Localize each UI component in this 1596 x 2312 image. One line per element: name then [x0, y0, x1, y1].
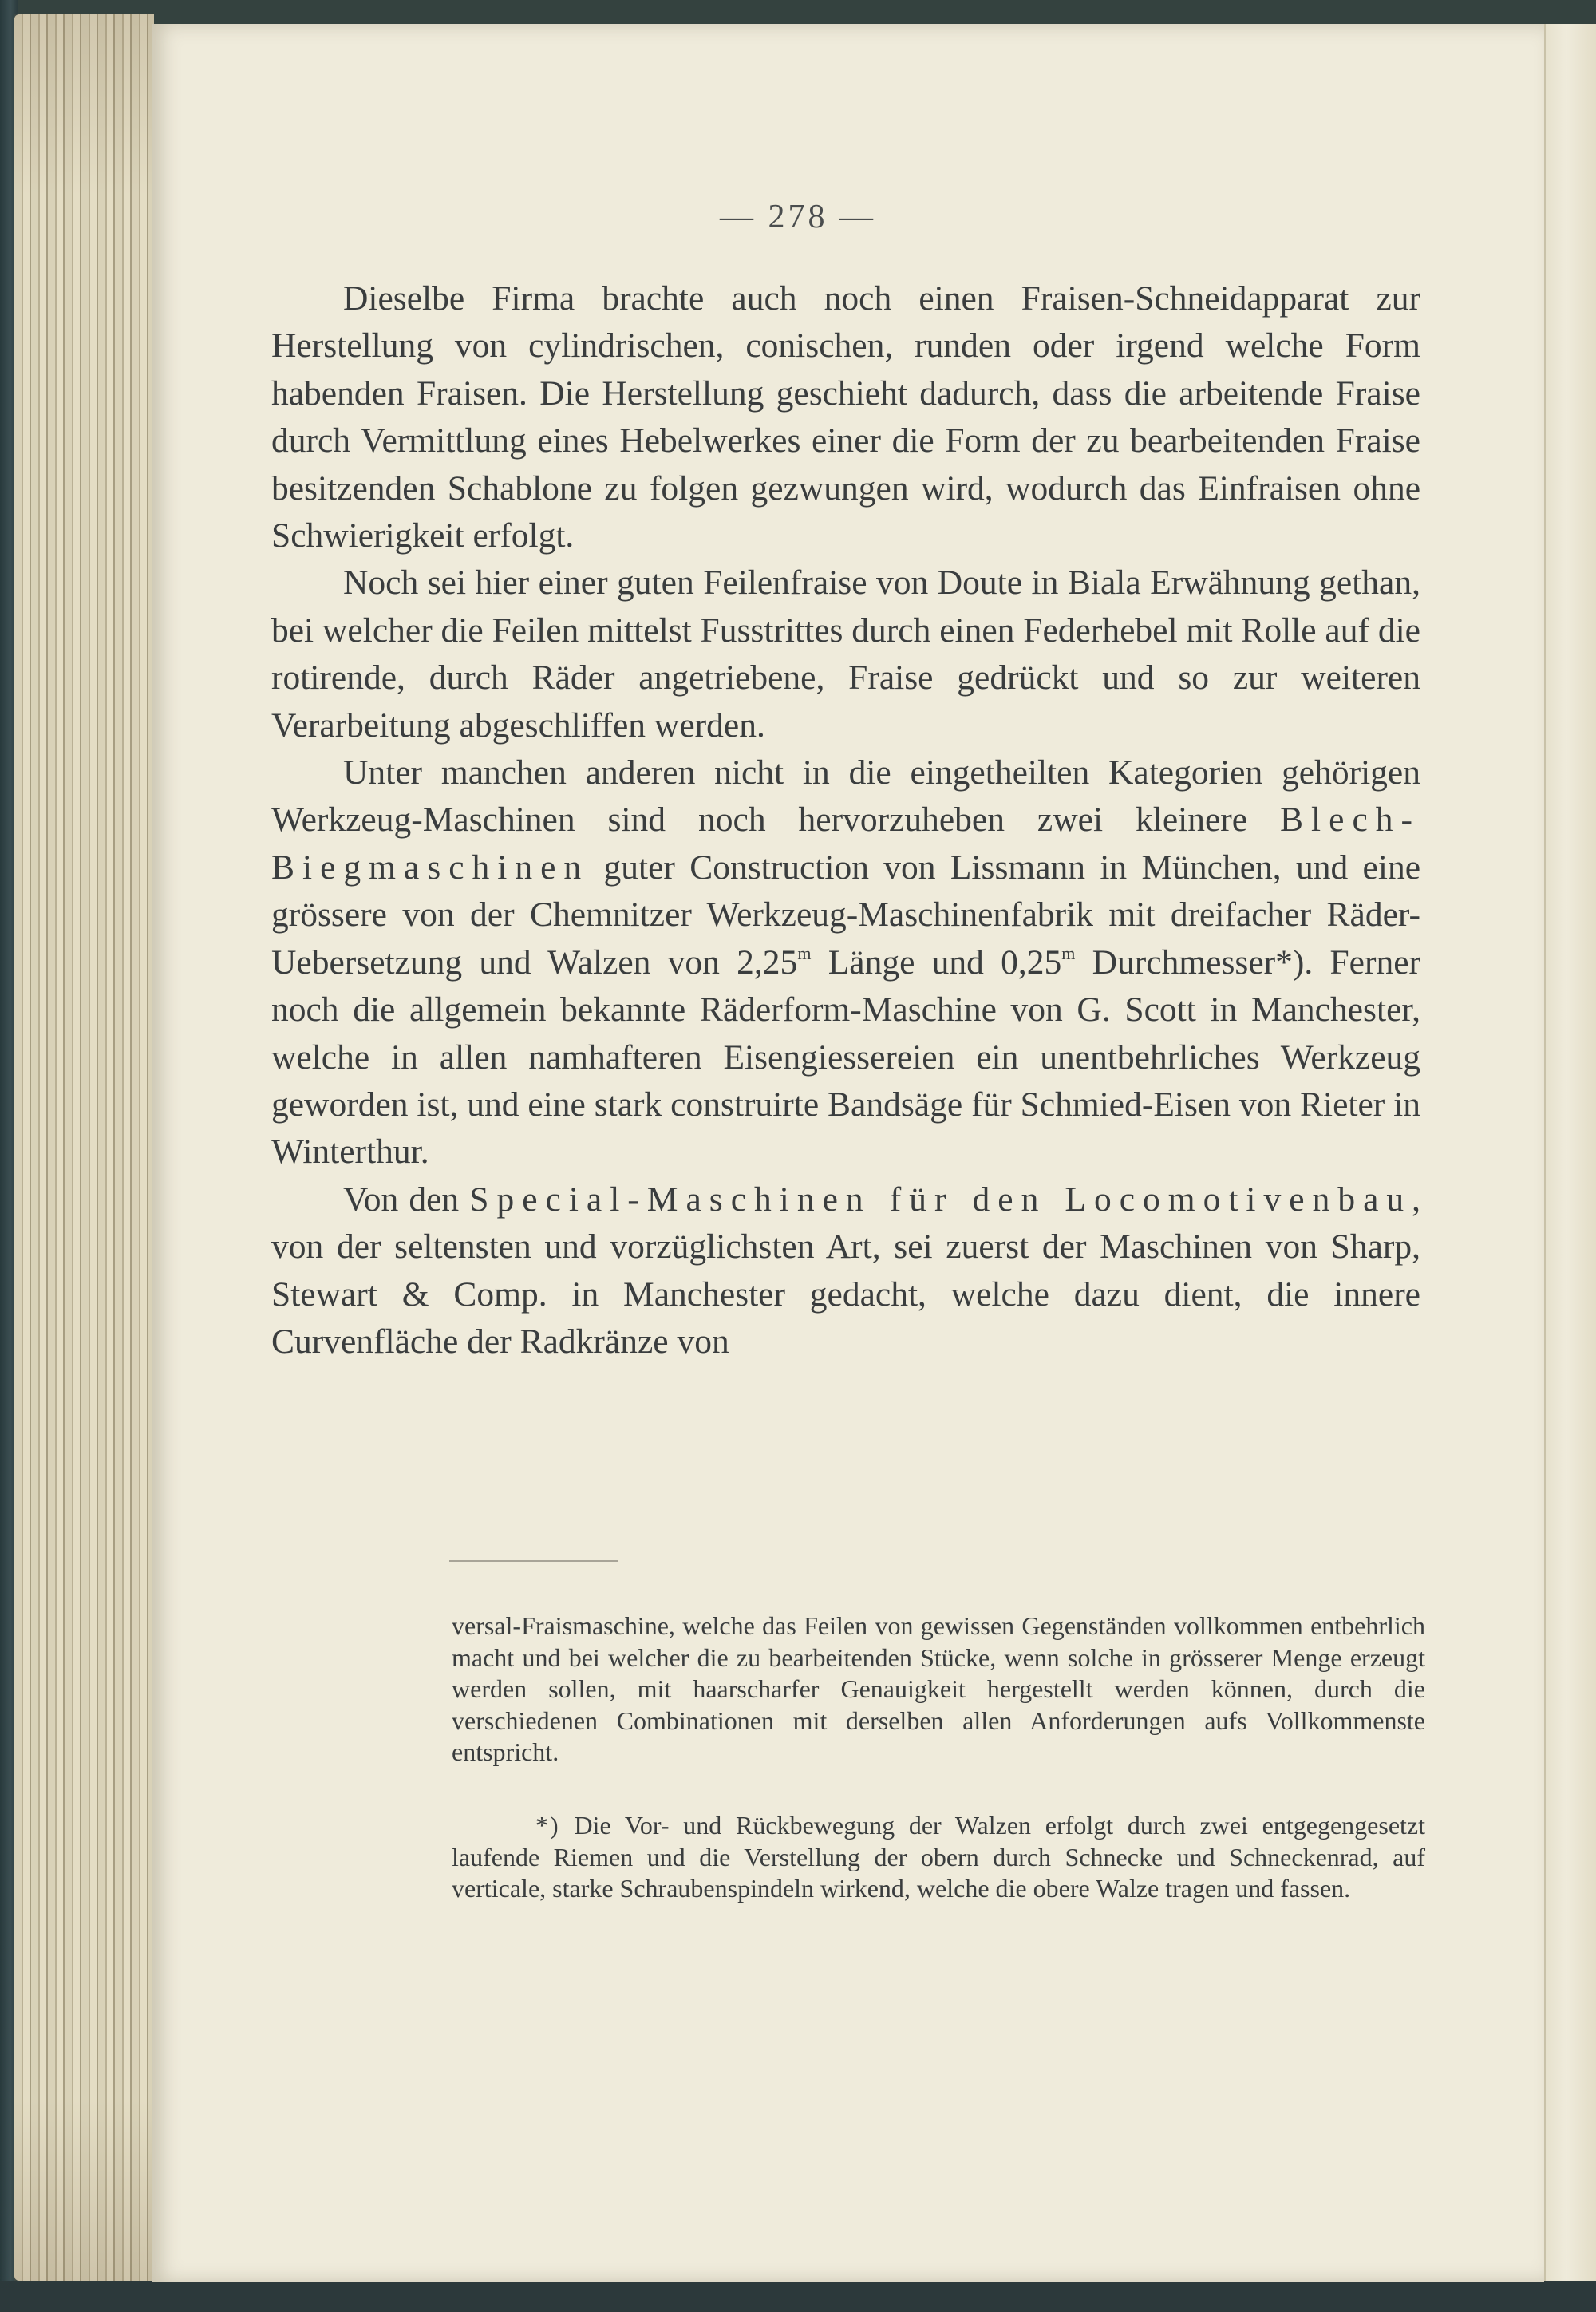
emphasis-special-maschinen: Special-Maschinen für den Locomotivenbau: [469, 1180, 1412, 1219]
unit-meter-2: m: [1061, 943, 1076, 963]
bottom-background: [0, 2281, 1596, 2312]
page-number: — 278 —: [720, 199, 876, 235]
unit-meter-1: m: [797, 943, 812, 963]
page-edges-stack: [14, 14, 154, 2281]
paragraph-1: Dieselbe Firma brachte auch noch einen Fraisen-Schneidapparat zur Herstellung von cylindrischen, conischen, runden oder irgend welche Form habenden Fraisen. Die Herstellung geschieht dadurch, dass die arbeitende Fraise durch Vermittlung eines Hebelwerkes einer die Form der zu bearbeitenden Fraise besitzenden Schablone zu folgen gezwungen wird, wodurch das Einfraisen ohne Schwierigkeit erfolgt.: [271, 279, 1420, 555]
footnote-continued: versal-Fraismaschine, welche das Feilen von gewissen Gegenständen vollkommen entbehrlich macht und bei welcher die zu bearbeitenden Stücke, wenn solche in grösserer Menge erzeugt werden sollen, mit haarscharfer Genauigkeit hergestellt werden können, durch die verschiedenen Combinationen mit derselben allen Anforderungen aufs Vollkommenste entspricht.: [452, 1611, 1425, 1767]
footnotes-block: [452, 1610, 1425, 1905]
next-page-edge: [1544, 24, 1596, 2282]
main-text-block: [271, 275, 1420, 1365]
paragraph-3-part-a: Unter manchen anderen nicht in die eingetheilten Kategorien gehörigen Werkzeug-Maschinen sind noch hervorzuheben zwei kleinere: [271, 753, 1420, 840]
paragraph-4-part-a: Von den: [343, 1180, 460, 1219]
paragraph-3-part-d: Durchmesser*). Ferner noch die allgemein bekannte Räderform-Maschine von G. Scott in Manchester, welche in allen namhafteren Eisengiessereien ein unentbehrliches Werkzeug geworden ist, und eine stark construirte Bandsäge für Schmied-Eisen von Rieter in Winterthur.: [271, 943, 1421, 1172]
paragraph-3-part-c: Länge und 0,25: [828, 943, 1062, 982]
footnote-2-text: Die Vor- und Rückbewegung der Walzen erfolgt durch zwei entgegengesetzt laufende Riemen und die Verstellung der obern durch Schnecke und Schneckenrad, auf verticale, starke Schraubenspindeln wirkend, welche die obere Walze tragen und fassen.: [452, 1810, 1426, 1903]
paragraph-2: Noch sei hier einer guten Feilenfraise von Doute in Biala Erwähnung gethan, bei welcher die Feilen mittelst Fusstrittes durch einen Federhebel mit Rolle auf die rotirende, durch Räder angetriebene, Fraise gedrückt und so zur weiteren Verarbeitung abgeschliffen werden.: [271, 563, 1420, 745]
paragraph-3-part-b: guter Construction von Lissmann in München, und eine grössere von der Chemnitzer Werkzeug-Maschinenfabrik mit dreifacher Räder-Uebersetzung und Walzen von 2,25: [271, 848, 1421, 982]
emphasis-blech-biegmaschinen: Blech-Biegmaschinen: [271, 800, 1420, 887]
paragraph-4-part-b: , von der seltensten und vorzüglichsten Art, sei zuerst der Maschinen von Sharp, Stewart & Comp. in Manchester gedacht, welche dazu dient, die innere Curvenfläche der Radkränze von: [271, 1180, 1421, 1361]
footnote-separator: [449, 1560, 618, 1562]
paragraph-3: [271, 749, 1420, 1176]
footnote-marker: *): [535, 1810, 560, 1840]
paragraph-4: [271, 1176, 1420, 1366]
top-background: [0, 0, 1596, 24]
footnote-2: [452, 1810, 1425, 1905]
